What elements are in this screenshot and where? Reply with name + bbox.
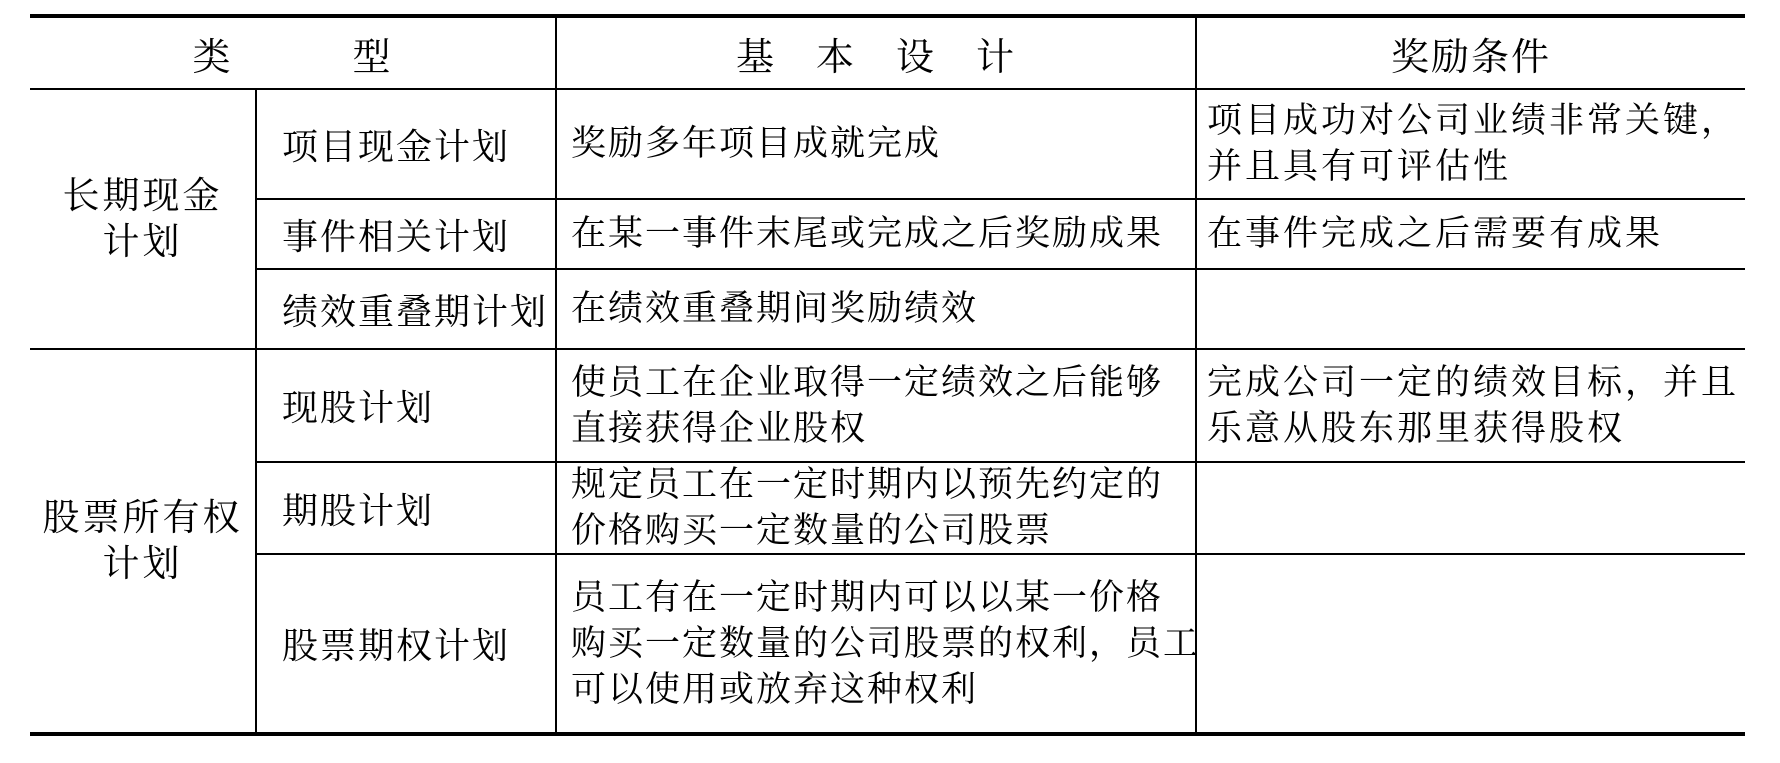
header-label-reward-condition: 奖励条件 bbox=[1390, 34, 1551, 79]
design-text-line: 在某一事件末尾或完成之后奖励成果 bbox=[571, 214, 1164, 254]
condition-cell-performance-overlap-plan bbox=[1197, 270, 1745, 350]
condition-text-line: 乐意从股东那里获得股权 bbox=[1207, 408, 1626, 449]
design-cell-current-stock-plan bbox=[557, 350, 1197, 463]
condition-cell-project-cash-plan bbox=[1197, 90, 1745, 200]
header-cell-reward-condition bbox=[1197, 18, 1745, 90]
design-text-line: 在绩效重叠期间奖励绩效 bbox=[571, 289, 979, 329]
header-cell-type bbox=[30, 18, 557, 90]
group-label-line: 股票所有权 bbox=[42, 496, 243, 539]
type-cell-stock-option-plan bbox=[257, 555, 557, 732]
group-label-line: 计划 bbox=[102, 542, 183, 585]
plan-type-label: 期股计划 bbox=[282, 490, 435, 532]
design-text-line: 规定员工在一定时期内以预先约定的 bbox=[571, 465, 1164, 505]
incentive-plan-table bbox=[30, 14, 1745, 736]
plan-type-label: 股票期权计划 bbox=[282, 626, 511, 667]
header-label-type: 类 型 bbox=[192, 34, 393, 79]
group-label-line: 长期现金 bbox=[62, 174, 223, 217]
design-cell-stock-option-plan bbox=[557, 555, 1201, 732]
design-text-line: 直接获得企业股权 bbox=[571, 408, 868, 449]
design-text-line: 员工有在一定时期内可以以某一价格 bbox=[571, 577, 1164, 618]
condition-text-line: 并且具有可评估性 bbox=[1207, 147, 1512, 187]
plan-type-label: 现股计划 bbox=[282, 388, 435, 429]
design-cell-term-stock-plan bbox=[557, 463, 1197, 555]
design-text-line: 奖励多年项目成就完成 bbox=[571, 124, 942, 164]
plan-type-label: 绩效重叠期计划 bbox=[282, 291, 549, 333]
condition-text-line: 项目成功对公司业绩非常关键， bbox=[1207, 101, 1740, 141]
plan-type-label: 事件相关计划 bbox=[282, 216, 511, 258]
design-cell-project-cash-plan bbox=[557, 90, 1197, 200]
condition-text-line: 在事件完成之后需要有成果 bbox=[1207, 214, 1664, 254]
condition-cell-event-related-plan bbox=[1197, 200, 1745, 270]
type-cell-term-stock-plan bbox=[257, 463, 557, 555]
condition-cell-term-stock-plan bbox=[1197, 463, 1745, 555]
type-cell-current-stock-plan bbox=[257, 350, 557, 463]
design-text-line: 使员工在企业取得一定绩效之后能够 bbox=[571, 362, 1164, 403]
type-cell-event-related-plan bbox=[257, 200, 557, 270]
design-text-line: 可以使用或放弃这种权利 bbox=[571, 669, 979, 710]
plan-type-label: 项目现金计划 bbox=[282, 126, 511, 168]
type-cell-performance-overlap-plan bbox=[257, 270, 557, 350]
design-cell-performance-overlap-plan bbox=[557, 270, 1197, 350]
condition-text-line: 完成公司一定的绩效目标，并且 bbox=[1207, 362, 1740, 403]
header-cell-basic-design bbox=[557, 18, 1197, 90]
type-cell-project-cash-plan bbox=[257, 90, 557, 200]
design-text-line: 购买一定数量的公司股票的权利，员工 bbox=[571, 623, 1201, 664]
header-label-basic-design: 基 本 设 计 bbox=[735, 34, 1016, 79]
design-cell-event-related-plan bbox=[557, 200, 1197, 270]
condition-cell-current-stock-plan bbox=[1197, 350, 1745, 463]
group-label-line: 计划 bbox=[102, 220, 183, 263]
group-cell-long-term-cash-plan bbox=[30, 90, 257, 350]
group-cell-stock-ownership-plan bbox=[30, 350, 257, 732]
condition-cell-stock-option-plan bbox=[1197, 555, 1745, 732]
design-text-line: 价格购买一定数量的公司股票 bbox=[571, 511, 1053, 551]
